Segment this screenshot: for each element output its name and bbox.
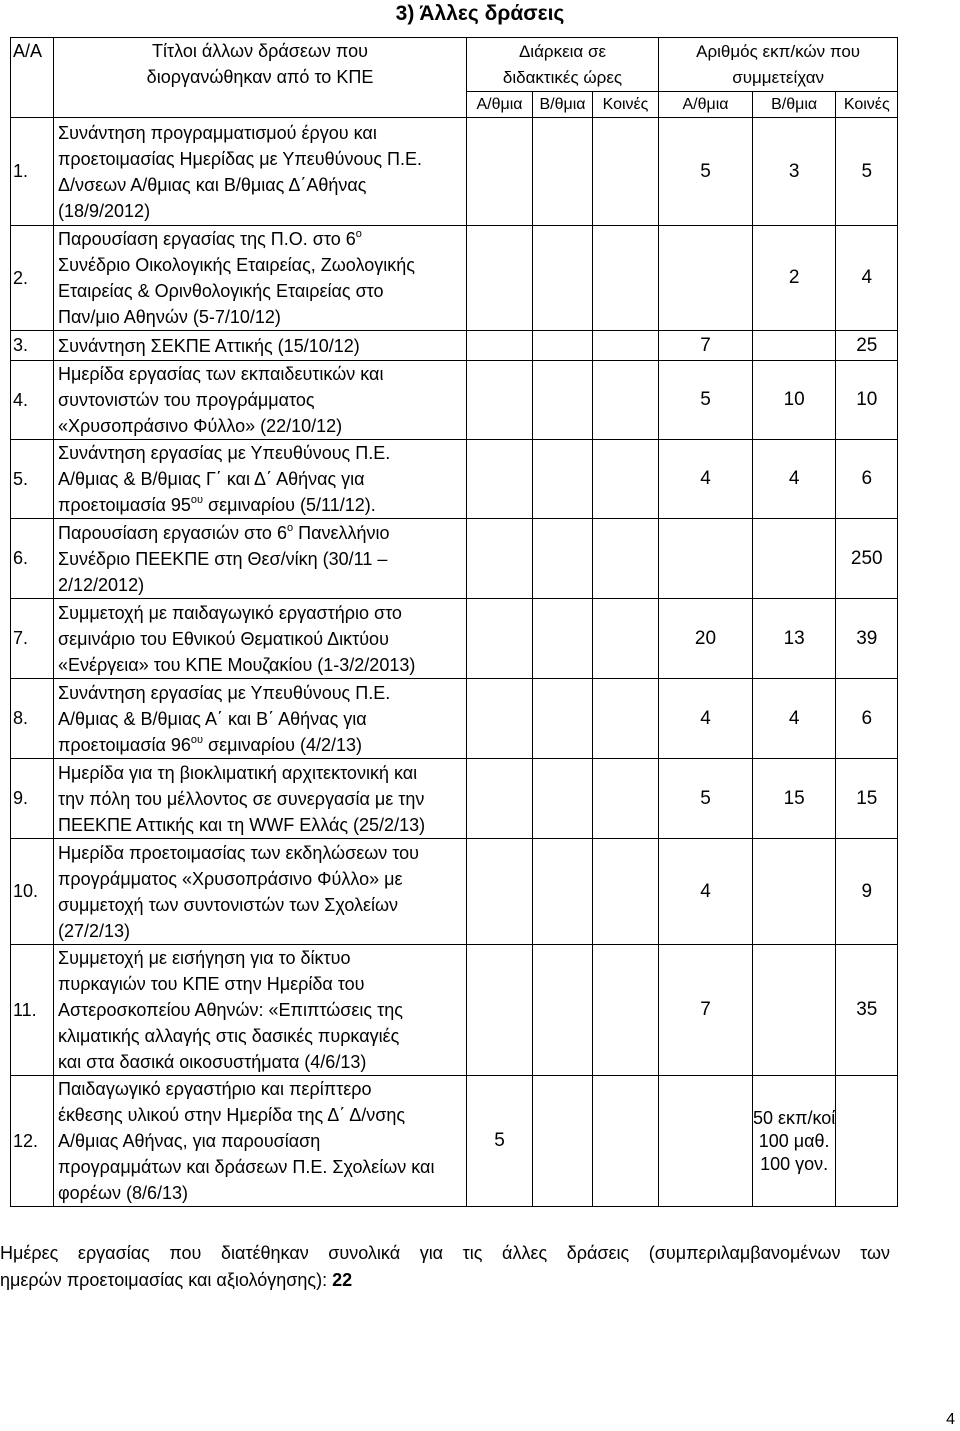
value-cell: 10 bbox=[836, 361, 898, 440]
row-description bbox=[54, 331, 467, 361]
aa-header: Α/Α bbox=[11, 38, 54, 118]
description-text: έκθεσης υλικού στην Ημερίδα της Δ΄ Δ/νσης bbox=[58, 1105, 406, 1125]
table-row bbox=[11, 945, 898, 1076]
description-text: Α/θμιας & Β/θμιας Γ΄ και Δ΄ Αθήνας για bbox=[58, 469, 365, 489]
titles-header-line1: Τίτλοι άλλων δράσεων που bbox=[152, 41, 368, 61]
value-cell bbox=[533, 1076, 593, 1207]
row-number: 6. bbox=[11, 519, 54, 599]
value-cell: 4 bbox=[836, 226, 898, 331]
row-number: 7. bbox=[11, 599, 54, 679]
sub-header: Κοινές bbox=[836, 92, 898, 118]
value-cell: 6 bbox=[836, 679, 898, 759]
description-line bbox=[58, 1023, 466, 1049]
value-cell: 15 bbox=[753, 759, 836, 839]
value-cell: 10 bbox=[753, 361, 836, 440]
description-text: προγράμματος «Χρυσοπράσινο Φύλλο» με bbox=[58, 868, 403, 889]
row-number: 12. bbox=[11, 1076, 54, 1207]
description-line bbox=[58, 413, 466, 439]
value-cell bbox=[753, 519, 836, 599]
value-cell bbox=[467, 599, 533, 679]
value-cell bbox=[533, 599, 593, 679]
description-line bbox=[58, 333, 466, 359]
sub-header: Β/θμια bbox=[533, 92, 593, 118]
row-description bbox=[54, 1076, 467, 1207]
description-text: προετοιμασία 95 bbox=[58, 495, 191, 515]
footer-total: 22 bbox=[332, 1270, 353, 1290]
value-cell bbox=[593, 945, 659, 1076]
row-description bbox=[54, 945, 467, 1076]
description-line bbox=[58, 812, 466, 838]
description-text: Α/θμιας & Β/θμιας Α΄ και Β΄ Αθήνας για bbox=[58, 708, 367, 729]
row-number: 8. bbox=[11, 679, 54, 759]
description-line bbox=[58, 600, 466, 626]
sub-header: Α/θμια bbox=[467, 92, 533, 118]
titles-header-line2: διοργανώθηκαν από το ΚΠΕ bbox=[146, 67, 374, 87]
value-cell: 4 bbox=[659, 679, 753, 759]
value-cell bbox=[593, 759, 659, 839]
description-text: Παν/μιο Αθηνών (5-7/10/12) bbox=[58, 307, 281, 327]
description-line bbox=[58, 1049, 466, 1075]
row-number: 10. bbox=[11, 839, 54, 945]
row-number: 5. bbox=[11, 440, 54, 519]
value-cell bbox=[533, 945, 593, 1076]
value-cell: 4 bbox=[753, 440, 836, 519]
value-cell: 13 bbox=[753, 599, 836, 679]
description-text: Ημερίδα για τη βιοκλιματική αρχιτεκτονική και bbox=[58, 762, 418, 783]
value-cell: 20 bbox=[659, 599, 753, 679]
description-text: Παρουσίαση εργασίας της Π.Ο. στο 6 bbox=[58, 229, 356, 249]
row-description bbox=[54, 440, 467, 519]
duration-header-line2: διδακτικές ώρες bbox=[502, 67, 623, 87]
participants-note: 100 μαθ. bbox=[758, 1130, 830, 1151]
description-line bbox=[58, 706, 466, 732]
value-cell bbox=[593, 440, 659, 519]
description-line bbox=[58, 1154, 466, 1180]
description-text: Συνάντηση προγραμματισμού έργου και bbox=[58, 122, 377, 143]
value-cell: 7 bbox=[659, 945, 753, 1076]
value-cell bbox=[533, 839, 593, 945]
description-line bbox=[58, 760, 466, 786]
description-line bbox=[58, 492, 466, 518]
sub-header: Κοινές bbox=[593, 92, 659, 118]
duration-header-line1: Διάρκεια σε bbox=[518, 41, 607, 61]
description-line bbox=[58, 520, 466, 546]
description-line bbox=[58, 172, 466, 198]
description-text: Συμμετοχή με εισήγηση για το δίκτυο bbox=[58, 948, 351, 968]
value-cell bbox=[593, 679, 659, 759]
value-cell bbox=[467, 759, 533, 839]
description-line bbox=[58, 971, 466, 997]
description-line bbox=[58, 892, 466, 918]
footer-line1: Ημέρες εργασίας που διατέθηκαν συνολικά για τις άλλες δράσεις (συμπεριλαμβανομένων των bbox=[0, 1243, 890, 1263]
description-line bbox=[58, 546, 466, 572]
description-tail: Πανελλήνιο bbox=[293, 522, 390, 543]
description-text: Συνάντηση ΣΕΚΠΕ Αττικής (15/10/12) bbox=[58, 335, 360, 356]
value-cell bbox=[593, 1076, 659, 1207]
value-cell: 35 bbox=[836, 945, 898, 1076]
value-cell: 5 bbox=[467, 1076, 533, 1207]
description-text: την πόλη του μέλλοντος σε συνεργασία με την bbox=[58, 788, 425, 809]
description-text: Αστεροσκοπείου Αθηνών: «Επιπτώσεις της bbox=[58, 1000, 403, 1020]
description-text: Εταιρείας & Ορινθολογικής Εταιρείας στο bbox=[58, 281, 384, 301]
description-text: συμμετοχή των συντονιστών των Σχολείων bbox=[58, 894, 399, 915]
value-cell: 15 bbox=[836, 759, 898, 839]
description-text: Α/θμιας Αθήνας, για παρουσίαση bbox=[58, 1131, 321, 1151]
description-line bbox=[58, 866, 466, 892]
description-text: Παιδαγωγικό εργαστήριο και περίπτερο bbox=[58, 1079, 372, 1099]
value-cell bbox=[593, 519, 659, 599]
description-text: ΠΕΕΚΠΕ Αττικής και τη WWF Ελλάς (25/2/13) bbox=[58, 814, 426, 835]
value-cell: 5 bbox=[659, 361, 753, 440]
description-line bbox=[58, 440, 466, 466]
value-cell: 9 bbox=[836, 839, 898, 945]
value-cell: 5 bbox=[836, 118, 898, 226]
ordinal-superscript: ο bbox=[286, 521, 294, 534]
row-description bbox=[54, 679, 467, 759]
description-line bbox=[58, 361, 466, 387]
table-row bbox=[11, 759, 898, 839]
table-row bbox=[11, 361, 898, 440]
table-row bbox=[11, 440, 898, 519]
value-cell: 4 bbox=[659, 440, 753, 519]
value-cell bbox=[593, 226, 659, 331]
description-line bbox=[58, 226, 466, 252]
value-cell bbox=[753, 1076, 836, 1207]
ordinal-superscript: ου bbox=[190, 733, 204, 746]
description-text: Συμμετοχή με παιδαγωγικό εργαστήριο στο bbox=[58, 602, 402, 623]
value-cell bbox=[593, 331, 659, 361]
description-text: Συνάντηση εργασίας με Υπευθύνους Π.Ε. bbox=[58, 682, 391, 703]
table-row bbox=[11, 118, 898, 226]
description-line bbox=[58, 997, 466, 1023]
value-cell bbox=[467, 226, 533, 331]
value-cell bbox=[467, 945, 533, 1076]
description-text: προγραμμάτων και δράσεων Π.Ε. Σχολείων και bbox=[58, 1157, 435, 1177]
row-description bbox=[54, 519, 467, 599]
value-cell bbox=[533, 759, 593, 839]
description-text: σεμινάριο του Εθνικού Θεματικού Δικτύου bbox=[58, 628, 389, 649]
section-title: 3) Άλλες δράσεις bbox=[395, 2, 565, 25]
description-line bbox=[58, 1076, 466, 1102]
table-row bbox=[11, 679, 898, 759]
value-cell bbox=[593, 839, 659, 945]
value-cell bbox=[533, 118, 593, 226]
value-cell: 4 bbox=[659, 839, 753, 945]
description-text: προετοιμασία 96 bbox=[58, 734, 191, 755]
footer-line2 bbox=[0, 1267, 890, 1294]
value-cell bbox=[467, 519, 533, 599]
count-header-line1: Αριθμός εκπ/κών που bbox=[696, 41, 861, 61]
description-line bbox=[58, 198, 466, 224]
row-number: 4. bbox=[11, 361, 54, 440]
value-cell bbox=[659, 1076, 753, 1207]
table-body bbox=[11, 118, 898, 1207]
value-cell: 5 bbox=[659, 759, 753, 839]
value-cell: 3 bbox=[753, 118, 836, 226]
value-cell bbox=[753, 945, 836, 1076]
value-cell bbox=[533, 440, 593, 519]
description-text: Συνέδριο Οικολογικής Εταιρείας, Ζωολογικής bbox=[58, 255, 415, 275]
description-line bbox=[58, 1180, 466, 1206]
description-text: προετοιμασίας Ημερίδας με Υπευθύνους Π.Ε. bbox=[58, 148, 423, 169]
ordinal-superscript: ο bbox=[355, 228, 362, 240]
description-line bbox=[58, 652, 466, 678]
description-text: 2/12/2012) bbox=[58, 574, 145, 595]
value-cell bbox=[533, 361, 593, 440]
value-cell: 25 bbox=[836, 331, 898, 361]
value-cell bbox=[533, 226, 593, 331]
table-row bbox=[11, 226, 898, 331]
value-cell bbox=[467, 679, 533, 759]
row-description bbox=[54, 839, 467, 945]
value-cell bbox=[593, 599, 659, 679]
value-cell bbox=[753, 839, 836, 945]
value-cell bbox=[467, 118, 533, 226]
row-description bbox=[54, 361, 467, 440]
row-description bbox=[54, 759, 467, 839]
page-number: 4 bbox=[946, 1411, 955, 1428]
description-text: «Ενέργεια» του ΚΠΕ Μουζακίου (1-3/2/2013) bbox=[58, 654, 416, 675]
description-text: συντονιστών του προγράμματος bbox=[58, 390, 315, 410]
footer-note bbox=[0, 1240, 890, 1294]
description-line bbox=[58, 278, 466, 304]
value-cell: 39 bbox=[836, 599, 898, 679]
description-text: πυρκαγιών του ΚΠΕ στην Ημερίδα του bbox=[58, 974, 365, 994]
description-line bbox=[58, 120, 466, 146]
sub-header: Α/θμια bbox=[659, 92, 753, 118]
titles-header bbox=[54, 38, 467, 118]
value-cell: 4 bbox=[753, 679, 836, 759]
duration-header bbox=[467, 38, 659, 92]
table-row bbox=[11, 519, 898, 599]
value-cell: 2 bbox=[753, 226, 836, 331]
description-text: φορέων (8/6/13) bbox=[58, 1183, 189, 1203]
value-cell bbox=[593, 361, 659, 440]
description-line bbox=[58, 572, 466, 598]
row-description bbox=[54, 226, 467, 331]
description-text: (18/9/2012) bbox=[58, 200, 151, 221]
value-cell: 7 bbox=[659, 331, 753, 361]
value-cell bbox=[533, 679, 593, 759]
participants-note: 50 εκπ/κοί bbox=[753, 1107, 836, 1128]
actions-table bbox=[10, 37, 898, 1207]
description-line bbox=[58, 918, 466, 944]
description-text: κλιματικής αλλαγής στις δασικές πυρκαγιές bbox=[58, 1026, 400, 1046]
row-number: 1. bbox=[11, 118, 54, 226]
value-cell bbox=[753, 331, 836, 361]
description-text: Συνέδριο ΠΕΕΚΠΕ στη Θεσ/νίκη (30/11 – bbox=[58, 548, 388, 569]
description-line bbox=[58, 732, 466, 758]
row-description bbox=[54, 599, 467, 679]
value-cell: 250 bbox=[836, 519, 898, 599]
value-cell bbox=[533, 519, 593, 599]
value-cell: 6 bbox=[836, 440, 898, 519]
description-text: Δ/νσεων Α/θμιας και Β/θμιας Δ΄Αθήνας bbox=[58, 174, 367, 195]
description-line bbox=[58, 466, 466, 492]
sub-header: Β/θμια bbox=[753, 92, 836, 118]
description-line bbox=[58, 680, 466, 706]
table-row bbox=[11, 839, 898, 945]
description-line bbox=[58, 945, 466, 971]
value-cell bbox=[467, 440, 533, 519]
description-line bbox=[58, 304, 466, 330]
description-text: Ημερίδα εργασίας των εκπαιδευτικών και bbox=[58, 364, 384, 384]
value-cell bbox=[593, 118, 659, 226]
value-cell: 5 bbox=[659, 118, 753, 226]
value-cell bbox=[836, 1076, 898, 1207]
value-cell bbox=[659, 226, 753, 331]
table-row bbox=[11, 599, 898, 679]
description-line bbox=[58, 1128, 466, 1154]
value-cell bbox=[467, 331, 533, 361]
description-line bbox=[58, 387, 466, 413]
description-tail: σεμιναρίου (4/2/13) bbox=[203, 734, 363, 755]
value-cell bbox=[467, 839, 533, 945]
description-text: (27/2/13) bbox=[58, 920, 131, 941]
description-text: «Χρυσοπράσινο Φύλλο» (22/10/12) bbox=[58, 416, 343, 436]
count-header-line2: συμμετείχαν bbox=[732, 67, 825, 87]
row-number: 2. bbox=[11, 226, 54, 331]
footer-line2-text: ημερών προετοιμασίας και αξιολόγησης): bbox=[0, 1270, 333, 1290]
row-number: 9. bbox=[11, 759, 54, 839]
description-line bbox=[58, 786, 466, 812]
table-row bbox=[11, 331, 898, 361]
count-header bbox=[659, 38, 898, 92]
row-description bbox=[54, 118, 467, 226]
description-tail: σεμιναρίου (5/11/12). bbox=[203, 495, 376, 515]
description-text: Συνάντηση εργασίας με Υπευθύνους Π.Ε. bbox=[58, 443, 391, 463]
table-row bbox=[11, 1076, 898, 1207]
description-text: και στα δασικά οικοσυστήματα (4/6/13) bbox=[58, 1052, 367, 1072]
ordinal-superscript: ου bbox=[190, 494, 204, 506]
row-number: 11. bbox=[11, 945, 54, 1076]
description-line bbox=[58, 626, 466, 652]
value-cell bbox=[659, 519, 753, 599]
value-cell bbox=[533, 331, 593, 361]
description-line bbox=[58, 252, 466, 278]
header-row bbox=[11, 38, 898, 92]
value-cell bbox=[467, 361, 533, 440]
description-line bbox=[58, 146, 466, 172]
description-line bbox=[58, 840, 466, 866]
description-text: Παρουσίαση εργασιών στο 6 bbox=[58, 522, 287, 543]
row-number: 3. bbox=[11, 331, 54, 361]
description-line bbox=[58, 1102, 466, 1128]
description-text: Ημερίδα προετοιμασίας των εκδηλώσεων του bbox=[58, 842, 420, 863]
participants-note: 100 γον. bbox=[760, 1153, 829, 1174]
